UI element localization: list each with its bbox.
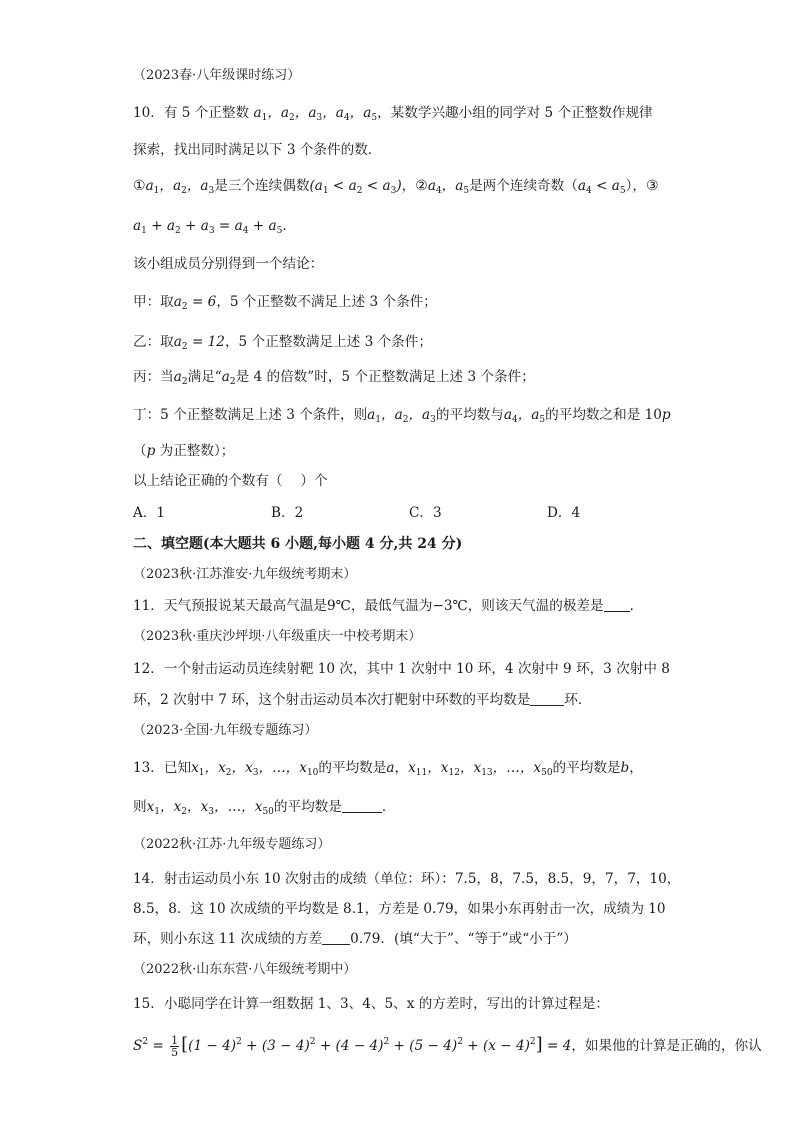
source-q10: （2023春·八年级课时练习） [133,68,301,83]
q10-bing: 丙：当$a_2$满足“$a_2$是 4 的倍数”时，5 个正整数满足上述 3 个条件； [133,369,535,387]
answer-blank [322,930,350,945]
source-q11: （2023秋·江苏淮安·九年级统考期末） [133,567,357,582]
q10-line1: 10．有 5 个正整数 $a_1$，$a_2$，$a_3$，$a_4$，$a_5$，某数学兴趣小组的同学对 5 个正整数作规律 [133,105,653,123]
q15-formula: $S^2$ = $\frac{1}{5}$ $[(1 - 4)^2 + (3 - 4)^2 + (4 - 4)^2 + (5 - 4)^2 + (x - 4)^2] = 4$，如果他的计算是正确的，你认 [133,1034,762,1059]
q13-line1: 13．已知$x_1$，$x_2$，$x_3$，…，$x_{10}$的平均数是a，$x_{11}$，$x_{12}$，$x_{13}$，…，$x_{50}$的平均数是b， [133,760,643,778]
q10-jia: 甲：取$a_2 = 6$，5 个正整数不满足上述 3 个条件； [133,294,437,312]
q14-line2: 8.5，8．这 10 次成绩的平均数是 8.1，方差是 0.79，如果小东再射击一次，成绩为 10 [133,901,666,917]
q10-ask: 以上结论正确的个数有（ ）个 [133,473,328,489]
option-d: D．4 [547,505,581,521]
q14-line3: 环，则小东这 11 次成绩的方差 0.79．(填“大于”、“等于”或“小于”） [133,931,577,947]
fraction-one-fifth: $\frac{1}{5}$ [171,1034,179,1059]
q10-intro: 该小组成员分别得到一个结论： [133,256,324,272]
q10-ding-cont: （p 为正整数）； [133,443,235,459]
q13-line2: 则$x_1$，$x_2$，$x_3$，…，$x_{50}$的平均数是 ． [133,799,396,817]
source-q12: （2023秋·重庆沙坪坝·八年级重庆一中校考期末） [133,629,422,644]
source-q14: （2022秋·江苏·九年级专题练习） [133,837,331,852]
option-c: C．3 [409,505,442,521]
answer-blank [342,798,382,813]
q14-line1: 14．射击运动员小东 10 次射击的成绩（单位：环）：7.5，8，7.5，8.5，9，7，7，10， [133,871,681,887]
q10-conditions: $①a_1$，$a_2$，$a_3$是三个连续偶数$(a_1 < a_2 < a_3)$，$②a_4$，$a_5$是两个连续奇数$(a_4 < a_5)$，③ [133,178,659,196]
q15-line1: 15．小聪同学在计算一组数据 1、3、4、5、x 的方差时，写出的计算过程是： [133,996,610,1012]
q12-line2: 环，2 次射中 7 环，这个射击运动员本次打靶射中环数的平均数是 环． [133,692,592,708]
source-q15: （2022秋·山东东营·八年级统考期中） [133,962,357,977]
source-q13: （2023·全国·九年级专题练习） [133,723,318,738]
answer-blank [530,691,564,706]
q10-condition3-formula: $a_1 + a_2 + a_3 = a_4 + a_5$． [133,218,296,236]
section-heading: 二、填空题(本大题共 6 小题,每小题 4 分,共 24 分) [133,536,463,552]
q10-ding: 丁：5 个正整数满足上述 3 个条件，则$a_1$，$a_2$，$a_3$的平均数与$a_4$，$a_5$的平均数之和是 10p [133,407,671,425]
q10-line2: 探索，找出同时满足以下 3 个条件的数． [133,142,382,158]
q10-yi: 乙：取$a_2 = 12$，5 个正整数满足上述 3 个条件； [133,334,432,352]
q11-text: 11．天气预报说某天最高气温是9℃，最低气温为−3℃，则该天气温的极差是 ． [133,598,644,614]
answer-blank [604,597,630,612]
math-a-list: $a_1$，$a_2$，$a_3$，$a_4$，$a_5$ [253,105,378,123]
option-a: A．1 [133,505,166,521]
option-b: B．2 [271,505,304,521]
q12-line1: 12．一个射击运动员连续射靶 10 次，其中 1 次射中 10 环，4 次射中 9 环，3 次射中 8 [133,661,670,677]
